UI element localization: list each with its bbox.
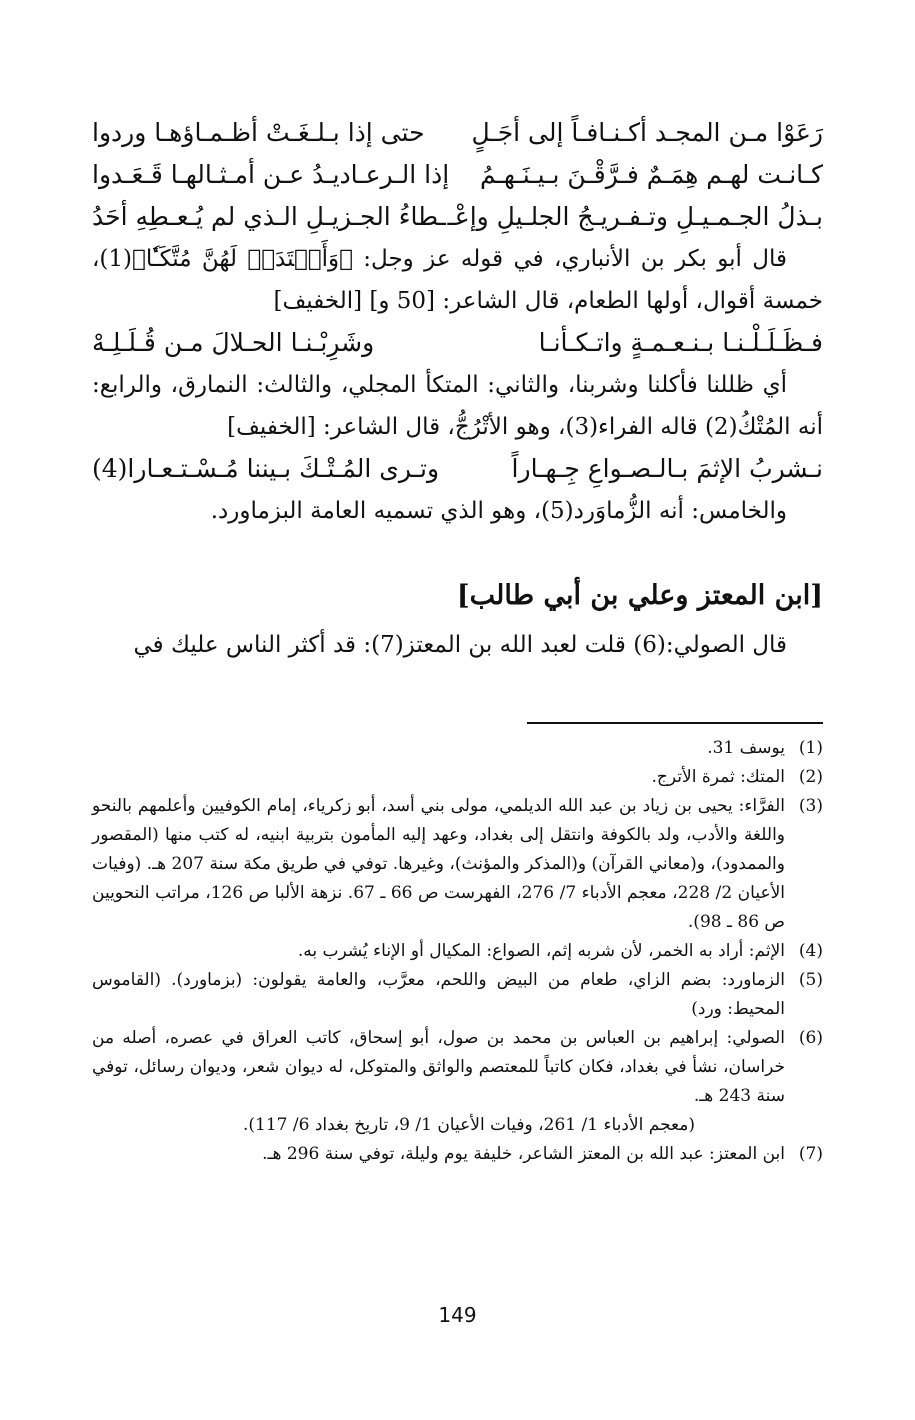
verse-line — [92, 196, 823, 238]
verse-line — [92, 154, 823, 196]
footnote-text — [92, 734, 785, 763]
section-heading: [ابن المعتز وعلي بن أبي طالب] — [456, 580, 823, 611]
verse-second-hemistich: حتى إذا بـلـغَـتْ أظـمـاؤهـا وردوا — [92, 118, 425, 147]
footnote-text — [92, 763, 785, 792]
footnotes — [92, 734, 823, 1169]
footnote-number: (1) — [798, 738, 823, 758]
page-number: 149 — [438, 1303, 477, 1327]
verse-first-hemistich: بـذلُ الجـمـيـلِ وتـفـريـجُ الجلـيلِ وإعْـ — [447, 202, 823, 231]
footnote-text — [92, 792, 785, 937]
footnote-text — [92, 1140, 785, 1169]
footnote-text — [92, 966, 785, 1024]
footnote — [92, 763, 823, 792]
verse-first-hemistich: كـانـت لهـم هِمَـمٌ فـرَّقْـنَ بـيـنَـهـمُ — [479, 160, 823, 189]
main-text — [92, 112, 823, 666]
verse-line — [92, 322, 823, 364]
footnote-number: (4) — [798, 941, 823, 961]
footnote-line: يوسف 31. — [707, 738, 785, 758]
paragraph-fifth: والخامس: أنه الزُّماوَرد(5)، وهو الذي تسميه العامة البزماورد. — [210, 498, 787, 524]
verse-first-hemistich: رَعَوْا مـن المجـد أكـنـافـاً إلى أجَـلٍ — [471, 118, 823, 147]
footnote — [92, 1140, 823, 1169]
footnote-separator — [527, 722, 823, 724]
footnote-number: (2) — [798, 767, 823, 787]
paragraph-meanings: أي ظللنا فأكلنا وشربنا، والثاني: المتكأ المجلي، والثالث: النمارق، والرابع: أنه المُتْكُ(2) قاله الفراء(3)، وهو الأتْرُجُّ، قال الشاعر: [الخفيف] — [92, 372, 823, 440]
paragraph-anbari: قال أبو بكر بن الأنباري، في قوله عز وجل: ﴿وَأَعۡتَدَتۡ لَهُنَّ مُتَّكَـٔٗا﴾(1)، خمسة أقوال، أولها الطعام، قال الشاعر: [50 و] [الخفيف] — [92, 246, 823, 314]
verse-second-hemistich: وتـرى المُـتْـكَ بـيننا مُـسْـتـعـارا(4) — [92, 454, 440, 483]
footnote-text — [92, 937, 785, 966]
verse-first-hemistich: فـظَـلَـلْـنـا بـنـعـمـةٍ واتـكـأنـا — [538, 328, 823, 357]
footnote-line: الزماورد: بضم الزاي، طعام من البيض واللحم، معرَّب، والعامة يقولون: (بزماورد). (القاموس المحيط: ورد) — [92, 970, 785, 1019]
verse-line — [92, 448, 823, 490]
footnote-number: (7) — [798, 1144, 823, 1164]
verse-second-hemistich: إذا الـرعـاديـدُ عـن أمـثـالهـا قَـعَـدوا — [92, 160, 450, 189]
footnote-line: الإثم: أراد به الخمر، لأن شربه إثم، الصواع: المكيال أو الإناء يُشرب به. — [297, 941, 785, 961]
verse-first-hemistich: نـشربُ الإثمَ بـالـصـواعِ جِـهـاراً — [511, 454, 823, 483]
footnote — [92, 966, 823, 1024]
footnote-number: (5) — [798, 970, 823, 990]
footnote-line: المتك: ثمرة الأترج. — [651, 767, 785, 787]
verse-line — [92, 112, 823, 154]
footnote-text — [92, 1024, 785, 1140]
footnote — [92, 1024, 823, 1140]
verse-second-hemistich: وشَرِبْـنـا الحـلالَ مـن قُـلَـلِـهْ — [92, 328, 375, 357]
footnote — [92, 792, 823, 937]
footnote — [92, 734, 823, 763]
footnote-line: ابن المعتز: عبد الله بن المعتز الشاعر، خليفة يوم وليلة، توفي سنة 296 هـ. — [262, 1144, 785, 1164]
paragraph-suli: قال الصولي:(6) قلت لعبد الله بن المعتز(7): قد أكثر الناس عليك في — [133, 632, 787, 658]
verse-second-hemistich: ـطاءُ الجـزيـلِ الـذي لم يُـعـطِهِ أحَدُ — [92, 202, 446, 231]
footnote-number: (6) — [798, 1028, 823, 1048]
footnote-line: الصولي: إبراهيم بن العباس بن محمد بن صول، أبو إسحاق، كاتب العراق في عصره، أصله من خراسان، نشأ في بغداد، فكان كاتباً للمعتصم والواثق والمتوكل، له ديوان شعر، وديوان رسائل، توفي سنة 243 هـ. — [92, 1028, 785, 1106]
footnote-line: الفرَّاء: يحيى بن زياد بن عبد الله الديلمي، مولى بني أسد، أبو زكرياء، إمام الكوفيين وأعلمهم بالنحو واللغة والأدب، ولد بالكوفة وانتقل إلى بغداد، وعهد إليه المأمون بتربية ابنيه، له كتب منها (المقصور والممدود)، و(معاني القرآن) و(المذكر والمؤنث)، وغيرها. توفي في طريق مكة سنة 207 هـ. (وفيات الأعيان 2/ 228، معجم الأدباء 7/ 276، الفهرست ص 66 ـ 67. نزهة الألبا ص 126، مراتب النحويين ص 86 ـ 98). — [92, 796, 786, 932]
footnote-line: (معجم الأدباء 1/ 261، وفيات الأعيان 1/ 9، تاريخ بغداد 6/ 117). — [242, 1115, 695, 1135]
footnote — [92, 937, 823, 966]
footnote-number: (3) — [798, 796, 823, 816]
